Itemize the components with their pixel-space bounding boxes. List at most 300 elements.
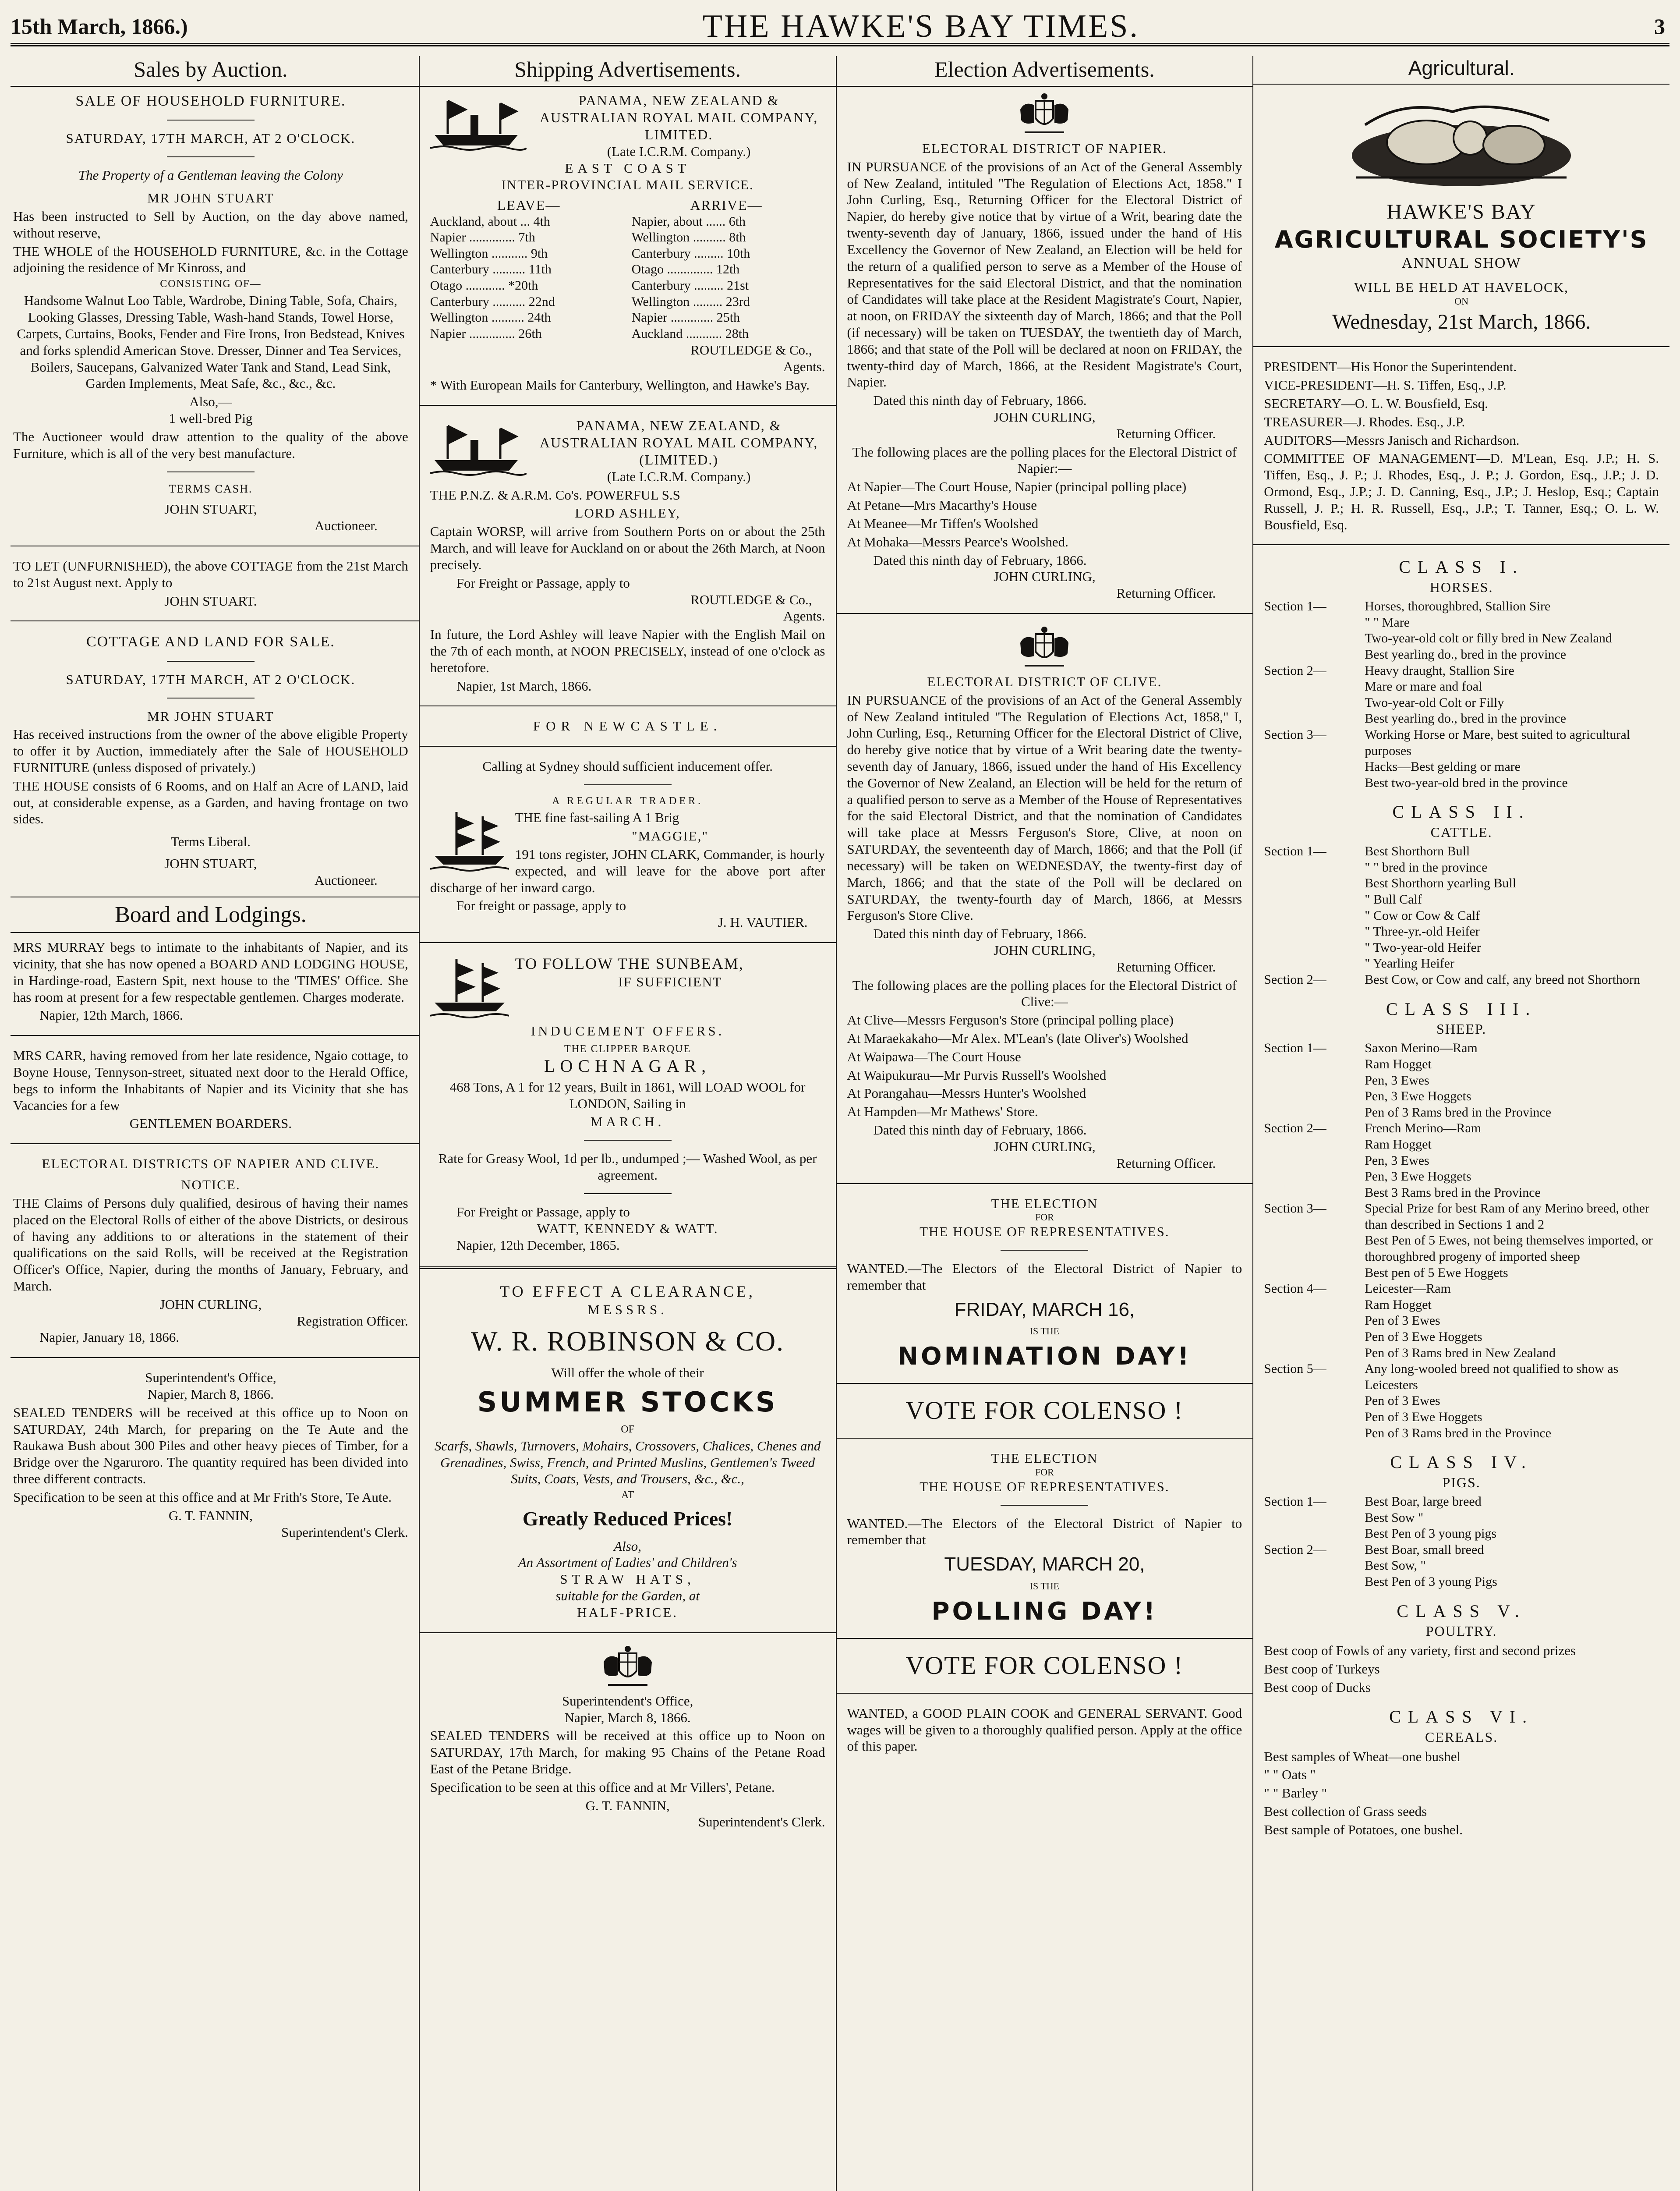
- napier-district-title: ELECTORAL DISTRICT OF NAPIER.: [922, 141, 1167, 156]
- tender-spec: Specification to be seen at this office and at Mr Frith's Store, Te Aute.: [13, 1489, 392, 1505]
- column-sales: [11, 56, 419, 2191]
- panama2-body: Captain WORSP, will arrive from Southern Ports on or about the 25th March, and will leave for Auckland on or about the 26th March, at Noon precisely.: [430, 524, 825, 572]
- tender2-sign: G. T. FANNIN,: [585, 1797, 670, 1813]
- timetable-head: [430, 197, 825, 214]
- section-entry: Best Shorthorn Bull: [1365, 844, 1470, 859]
- notice-date: Napier, January 18, 1866.: [39, 1329, 180, 1345]
- section-entry: Best Sow, ": [1365, 1558, 1426, 1573]
- timetable-row: [430, 278, 825, 294]
- separator: [1253, 346, 1669, 347]
- section-row: [1264, 727, 1659, 759]
- section-entry: Heavy draught, Stallion Sire: [1365, 663, 1514, 678]
- column-election: [836, 56, 1253, 2191]
- section-label: Section 2—: [1264, 1121, 1326, 1136]
- divider: [167, 661, 255, 662]
- section-entry: " " bred in the province: [1365, 860, 1488, 875]
- cottage-sign-role: Auctioneer.: [314, 872, 378, 888]
- panama2-ship: LORD ASHLEY,: [575, 505, 680, 521]
- poll-body: WANTED.—The Electors of the Electoral District of Napier to remember that: [847, 1515, 1242, 1548]
- column-head-agricultural: Agricultural.: [1253, 56, 1669, 85]
- newcastle-head: FOR NEWCASTLE.: [533, 718, 722, 734]
- panama2-title: PANAMA, NEW ZEALAND, & AUSTRALIAN ROYAL MAIL COMPANY, (LIMITED.): [539, 417, 818, 468]
- polling-place: At Mohaka—Messrs Pearce's Woolshed.: [847, 534, 1068, 550]
- officer: PRESIDENT—His Honor the Superintendent.: [1264, 359, 1517, 375]
- robinson-head: TO EFFECT A CLEARANCE,: [500, 1283, 755, 1301]
- napier-dated: Dated this ninth day of February, 1866.: [873, 393, 1087, 408]
- separator: [420, 1632, 836, 1633]
- sunbeam-month: MARCH.: [590, 1114, 665, 1130]
- class-name: CEREALS.: [1425, 1729, 1498, 1745]
- section-entry: " Yearling Heifer: [1365, 956, 1454, 971]
- sunbeam-date: Napier, 12th December, 1865.: [456, 1237, 620, 1253]
- section-entry: Ram Hogget: [1365, 1297, 1432, 1312]
- section-entry: Any long-wooled breed not qualified to show as Leicesters: [1365, 1361, 1619, 1392]
- section-entry: Pen, 3 Ewes: [1365, 1073, 1429, 1088]
- section-label: Section 2—: [1264, 663, 1326, 678]
- panama2-future: In future, the Lord Ashley will leave Napier with the English Mail on the 7th of each month, at NOON PRECISELY, instead of one o'clock as heretofore.: [430, 627, 825, 675]
- robinson-offer: Will offer the whole of their: [551, 1365, 704, 1381]
- section-entry: Best collection of Grass seeds: [1264, 1804, 1427, 1819]
- sailing-ship-icon: [430, 954, 509, 1020]
- sunbeam-inducement: INDUCEMENT OFFERS.: [531, 1023, 725, 1039]
- steamship-icon: [430, 92, 527, 153]
- clive-dated2: Dated this ninth day of February, 1866.: [873, 1122, 1087, 1138]
- clive-polling-places: [847, 1012, 1242, 1120]
- divider: [1001, 1250, 1088, 1251]
- section-row: [1264, 844, 1659, 860]
- separator: [11, 620, 419, 621]
- agri-name2: AGRICULTURAL SOCIETY'S: [1274, 225, 1648, 253]
- cottage-date: SATURDAY, 17TH MARCH, AT 2 O'CLOCK.: [66, 671, 356, 687]
- polling-place: At Waipawa—The Court House: [847, 1049, 1021, 1064]
- separator: [837, 1638, 1253, 1639]
- timetable-leave-cell: Otago ............ *20th: [430, 278, 538, 293]
- vote-colenso-2: VOTE FOR COLENSO !: [905, 1651, 1184, 1680]
- robinson-at: AT: [621, 1489, 634, 1501]
- section-row: [1264, 663, 1659, 679]
- robinson-assort: An Assortment of Ladies' and Children's: [518, 1555, 737, 1571]
- cook-wanted: WANTED, a GOOD PLAIN COOK and GENERAL SERVANT. Good wages will be given to a thoroughly qualified person. Apply at the office of this paper.: [847, 1705, 1242, 1754]
- page-number: 3: [1654, 14, 1665, 39]
- class-name: CATTLE.: [1430, 824, 1493, 840]
- robinson-prices: Greatly Reduced Prices!: [522, 1507, 733, 1530]
- section-entry: Best coop of Ducks: [1264, 1680, 1371, 1695]
- poll-for: FOR: [1035, 1466, 1054, 1478]
- notice-body: THE Claims of Persons duly qualified, desirous of having their names placed on the Electoral Rolls of either of the above Districts, or desirous of having any additions to or alterations in the statement of their qualifications on the said Rolls, will be received at the Registration Officer's Office, Napier, during the months of January, February, and March.: [13, 1195, 408, 1294]
- section-entry: " Three-yr.-old Heifer: [1365, 924, 1480, 939]
- clive-sign2-role: Returning Officer.: [1116, 1155, 1216, 1171]
- polling-place: At Clive—Messrs Ferguson's Store (principal polling place): [847, 1012, 1174, 1028]
- carr-notice: MRS CARR, having removed from her late residence, Ngaio cottage, to Boyne House, Tennyson-street, situated next door to the Herald Office, begs to inform the Inhabitants of Napier and its Vicinity that she has Vacancies for a few: [13, 1048, 408, 1113]
- timetable-arrive-cell: Otago .............. 12th: [631, 262, 740, 277]
- officer: SECRETARY—O. L. W. Bousfield, Esq.: [1264, 395, 1488, 411]
- section-label: Section 1—: [1264, 599, 1326, 614]
- napier-sign2: JOHN CURLING,: [994, 569, 1096, 585]
- section-entry: Leicester—Ram: [1365, 1281, 1451, 1296]
- timetable-row: [430, 294, 825, 310]
- section-label: Section 1—: [1264, 1041, 1326, 1056]
- robinson-suit: suitable for the Garden, at: [555, 1588, 700, 1604]
- clive-dated: Dated this ninth day of February, 1866.: [873, 926, 1087, 942]
- section-label: Section 1—: [1264, 844, 1326, 859]
- newcastle-text: THE fine fast-sailing A 1 Brig: [515, 810, 679, 826]
- napier-district-body: IN PURSUANCE of the provisions of an Act of the General Assembly of New Zealand, intituled "The Regulation of Elections Act, 1858." I John Curling, Esq., Returning Officer for the Electoral District of Napier, do hereby give notice that by virtue of a Writ, bearing date the twenty-seventh day of January, 1866, issued under the hand of His Excellency the Governor of New Zealand, an Election will be held for the return of a qualified person to serve as a Member of the House of Representatives for the said Electoral District, and that the nomination of Candidates will take place at the Resident Magistrate's Court, Napier, at noon, on FRIDAY the sixteenth day of March, 1866; and that the Poll (if necessary) will be taken on TUESDAY, the twentieth day of March, 1866; and that state of the Poll will be declared at noon on FRIDAY, the twenty-third day of March, 1866, at the Resident Magistrate's Court, Napier.: [847, 159, 1242, 390]
- napier-polling: The following places are the polling places for the Electoral District of Napier:—: [852, 444, 1237, 476]
- polling-place: At Porangahau—Messrs Hunter's Woolshed: [847, 1085, 1086, 1101]
- section-entry: Special Prize for best Ram of any Merino breed, other than described in Sections 1 and 2: [1365, 1201, 1650, 1232]
- section-entry: Pen of 3 Rams bred in New Zealand: [1365, 1345, 1556, 1360]
- nom-for: FOR: [1035, 1212, 1054, 1223]
- section-entry: Ram Hogget: [1365, 1137, 1432, 1152]
- furniture-consisting: CONSISTING OF—: [160, 278, 262, 290]
- cottage-title: COTTAGE AND LAND FOR SALE.: [86, 634, 335, 650]
- polling-day: POLLING DAY!: [931, 1597, 1158, 1626]
- robinson-hats: STRAW HATS,: [560, 1571, 695, 1587]
- furniture-sign-role: Auctioneer.: [314, 518, 378, 534]
- furniture-also: Also,—: [189, 394, 232, 410]
- coat-of-arms-icon: [1012, 625, 1077, 669]
- clive-polling: The following places are the polling places for the Electoral District of Clive:—: [852, 977, 1237, 1010]
- agri-name1: HAWKE'S BAY: [1386, 200, 1536, 224]
- timetable-arrive-cell: Wellington .......... 8th: [631, 230, 746, 245]
- clive-sign2: JOHN CURLING,: [994, 1138, 1096, 1154]
- section-entry: Best pen of 5 Ewe Hoggets: [1365, 1265, 1508, 1280]
- officers-list: [1264, 358, 1659, 448]
- agri-show: ANNUAL SHOW: [1401, 255, 1521, 271]
- class-number: CLASS V.: [1397, 1601, 1526, 1621]
- section-entry: Best Sow ": [1365, 1510, 1424, 1525]
- robinson-name: W. R. ROBINSON & CO.: [471, 1326, 785, 1357]
- timetable-leave-cell: Auckland, about ... 4th: [430, 214, 550, 229]
- furniture-body: THE WHOLE of the HOUSEHOLD FURNITURE, &c. in the Cottage adjoining the residence of Mr Kinross, and: [13, 243, 408, 276]
- poll-head1: THE ELECTION: [991, 1450, 1098, 1466]
- panama1-coast: EAST COAST: [565, 160, 690, 176]
- section-label: Section 3—: [1264, 727, 1326, 742]
- section-entry: Best sample of Potatoes, one bushel.: [1264, 1822, 1463, 1837]
- newcastle-apply: For freight or passage, apply to: [456, 898, 626, 914]
- newcastle-desc: 191 tons register, JOHN CLARK, Commander, is hourly expected, and will leave for the above port after discharge of her inward cargo.: [430, 846, 825, 895]
- sunbeam-apply: For Freight or Passage, apply to: [456, 1204, 630, 1220]
- section-row: [1264, 599, 1659, 615]
- newcastle-trader: A REGULAR TRADER.: [552, 795, 704, 807]
- sunbeam-clipper: THE CLIPPER BARQUE: [564, 1043, 691, 1055]
- polling-place: At Hampden—Mr Mathews' Store.: [847, 1104, 1038, 1120]
- timetable-arrive-cell: Napier, about ...... 6th: [631, 214, 746, 229]
- section-entry: Best samples of Wheat—one bushel: [1264, 1748, 1461, 1764]
- officer: VICE-PRESIDENT—H. S. Tiffen, Esq., J.P.: [1264, 377, 1507, 393]
- separator: [837, 1693, 1253, 1694]
- clive-district-body: IN PURSUANCE of the provisions of an Act of the General Assembly of New Zealand intituled "The Regulation of Elections Act, 1858," I, John Curling, Esq., Returning Officer for the Electoral District of Clive, do hereby give notice that by virtue of a Writ bearing date the twenty-seventh day of January, 1866, issued under the hand of His Excellency the Governor of New Zealand, an Election will be held for the return of a qualified person to serve as a Member of the House of Representatives for the said Electoral District, and that the nomination of Candidates will take place at Messrs Ferguson's Store, Clive, at noon on SATURDAY, the seventeenth day of March, 1866; and that the Poll (if necessary) will be taken on WEDNESDAY, the twenty-first day of March, 1866; and that the state of the Poll will be declared on SATURDAY, the twenty-fourth day of March, 1866, at Messrs Ferguson's Store Clive.: [847, 692, 1242, 923]
- clive-sign-role: Returning Officer.: [1116, 959, 1216, 975]
- furniture-sale-date: SATURDAY, 17TH MARCH, AT 2 O'CLOCK.: [66, 131, 356, 146]
- section-entry: Pen, 3 Ewe Hoggets: [1365, 1089, 1471, 1104]
- furniture-sale-title: SALE OF HOUSEHOLD FURNITURE.: [75, 93, 346, 109]
- newcastle-ship-name: "MAGGIE,": [632, 828, 709, 844]
- separator: [837, 1438, 1253, 1439]
- newcastle-sign: J. H. VAUTIER.: [718, 915, 808, 930]
- robinson-items: Scarfs, Shawls, Turnovers, Mohairs, Crossovers, Chalices, Chenes and Grenadines, Swiss, French, and Printed Muslins, Gentlemen's Tweed Suits, Coats, Vests, and Trousers, &c., &c.,: [434, 1438, 821, 1487]
- robinson-of: OF: [621, 1423, 634, 1435]
- tender2-sign-role: Superintendent's Clerk.: [698, 1814, 825, 1830]
- section-entry: Pen of 3 Rams bred in the Province: [1365, 1425, 1552, 1440]
- section-entry: Best Pen of 3 young Pigs: [1365, 1574, 1497, 1589]
- murray-date: Napier, 12th March, 1866.: [39, 1007, 183, 1023]
- agri-on: ON: [1454, 295, 1469, 307]
- section-entry: Pen, 3 Ewe Hoggets: [1365, 1169, 1471, 1184]
- separator: [420, 942, 836, 943]
- nom-head1: THE ELECTION: [991, 1195, 1098, 1211]
- section-entry: Pen of 3 Ewe Hoggets: [1365, 1410, 1482, 1424]
- separator: [11, 1357, 419, 1358]
- nom-body: WANTED.—The Electors of the Electoral District of Napier to remember that: [847, 1260, 1242, 1293]
- panama2-late: (Late I.C.R.M. Company.): [607, 468, 751, 484]
- notice-sign-role: Registration Officer.: [297, 1313, 408, 1329]
- section-row: [1264, 1281, 1659, 1297]
- masthead: [11, 10, 1669, 46]
- section-entry: " Cow or Cow & Calf: [1365, 908, 1480, 923]
- agri-held: WILL BE HELD AT HAVELOCK,: [1354, 280, 1569, 295]
- panama2-agents: Agents.: [783, 608, 825, 624]
- napier-dated2: Dated this ninth day of February, 1866.: [873, 552, 1087, 568]
- nom-head2: THE HOUSE OF REPRESENTATIVES.: [920, 1224, 1170, 1240]
- cottage-sign: JOHN STUART,: [164, 856, 257, 872]
- class-name: SHEEP.: [1436, 1021, 1487, 1037]
- polling-place: At Maraekakaho—Mr Alex. M'Lean's (late Oliver's) Woolshed: [847, 1031, 1188, 1046]
- column-head-shipping: Shipping Advertisements.: [420, 56, 836, 87]
- tolet-text: TO LET (UNFURNISHED), the above COTTAGE from the 21st March to 21st August next. Apply to: [13, 558, 408, 590]
- section-entry: Best coop of Turkeys: [1264, 1661, 1380, 1677]
- section-entry: Best 3 Rams bred in the Province: [1365, 1185, 1541, 1200]
- nomination-day: NOMINATION DAY!: [898, 1342, 1192, 1371]
- steamship-icon: [430, 417, 527, 479]
- timetable-row: [430, 326, 825, 342]
- tender-sign: G. T. FANNIN,: [168, 1507, 253, 1523]
- clive-sign: JOHN CURLING,: [994, 942, 1096, 958]
- section-label: Section 1—: [1264, 1494, 1326, 1509]
- class-number: CLASS I.: [1399, 557, 1524, 577]
- furniture-intro: Has been instructed to Sell by Auction, on the day above named, without reserve,: [13, 208, 408, 241]
- separator: [420, 405, 836, 406]
- timetable-leave-cell: Wellington .......... 24th: [430, 310, 551, 325]
- timetable-arrive-cell: Napier ............. 25th: [631, 310, 740, 325]
- double-separator: [420, 1266, 836, 1269]
- panama1-agent: ROUTLEDGE & Co.,: [690, 342, 812, 358]
- polling-place: At Waipukurau—Mr Purvis Russell's Woolshed: [847, 1067, 1107, 1083]
- timetable-row: [430, 262, 825, 278]
- section-entry: Pen of 3 Rams bred in the Province: [1365, 1105, 1552, 1120]
- panama2-date: Napier, 1st March, 1866.: [456, 678, 592, 694]
- section-entry: Pen of 3 Ewes: [1365, 1313, 1440, 1328]
- section-entry: Pen of 3 Ewes: [1365, 1393, 1440, 1408]
- section-row: [1264, 1361, 1659, 1393]
- furniture-note: The Auctioneer would draw attention to the quality of the above Furniture, which is all of the very best manufacture.: [13, 429, 408, 461]
- notice-head: NOTICE.: [181, 1177, 241, 1193]
- section-entry: Best coop of Fowls of any variety, first and second prizes: [1264, 1643, 1576, 1659]
- robinson-half: HALF-PRICE.: [577, 1604, 679, 1620]
- timetable-arrive-cell: Canterbury ......... 21st: [631, 278, 749, 293]
- separator: [837, 1183, 1253, 1184]
- divider: [167, 120, 255, 121]
- section-label: Section 3—: [1264, 1201, 1326, 1216]
- furniture-sign: JOHN STUART,: [164, 501, 257, 517]
- section-entry: Mare or mare and foal: [1365, 679, 1482, 694]
- sailing-ship-icon: [430, 808, 509, 873]
- notice-sign: JOHN CURLING,: [159, 1296, 262, 1312]
- tolet-sign: JOHN STUART.: [164, 593, 257, 609]
- robinson-messrs: MESSRS.: [587, 1302, 668, 1318]
- panama1-service: INTER-PROVINCIAL MAIL SERVICE.: [501, 177, 754, 192]
- napier-sign2-role: Returning Officer.: [1116, 585, 1216, 601]
- section-entry: Horses, thoroughbred, Stallion Sire: [1365, 599, 1551, 614]
- separator: [11, 1035, 419, 1036]
- panama1-title: PANAMA, NEW ZEALAND & AUSTRALIAN ROYAL MAIL COMPANY, LIMITED.: [539, 92, 818, 143]
- robinson-stocks: SUMMER STOCKS: [477, 1386, 778, 1418]
- section-label: Section 2—: [1264, 1542, 1326, 1557]
- timetable-leave: LEAVE—: [497, 197, 561, 213]
- divider: [584, 1140, 672, 1141]
- divider: [1001, 1505, 1088, 1506]
- section-entry: Best yearling do., bred in the province: [1365, 711, 1567, 726]
- section-row: [1264, 1494, 1659, 1510]
- poll-is: IS THE: [1029, 1580, 1060, 1592]
- section-entry: " Two-year-old Heifer: [1365, 940, 1481, 955]
- section-entry: Two-year-old colt or filly bred in New Zealand: [1365, 631, 1612, 646]
- section-entry: Best Shorthorn yearling Bull: [1365, 876, 1517, 891]
- napier-sign-role: Returning Officer.: [1116, 425, 1216, 441]
- divider: [167, 156, 255, 157]
- section-entry: Best Pen of 3 young pigs: [1365, 1526, 1497, 1541]
- agri-date: Wednesday, 21st March, 1866.: [1332, 310, 1591, 333]
- coat-of-arms-icon: [595, 1645, 661, 1688]
- panama2-apply: For Freight or Passage, apply to: [456, 575, 630, 591]
- notice-title: ELECTORAL DISTRICTS OF NAPIER AND CLIVE.: [42, 1156, 380, 1172]
- class-name: HORSES.: [1429, 579, 1493, 596]
- panama1-note: * With European Mails for Canterbury, Wellington, and Hawke's Bay.: [430, 377, 810, 393]
- cottage-body2: THE HOUSE consists of 6 Rooms, and on Half an Acre of LAND, laid out, at considerable expense, as a Garden, and having frontage on two sides.: [13, 778, 408, 827]
- separator: [837, 613, 1253, 614]
- section-row: [1264, 1120, 1659, 1137]
- furniture-sale-subtitle: The Property of a Gentleman leaving the Colony: [78, 167, 343, 183]
- timetable-row: [430, 246, 825, 262]
- section-entry: Saxon Merino—Ram: [1365, 1041, 1478, 1056]
- section-entry: Hacks—Best gelding or mare: [1365, 759, 1521, 774]
- tender2-office: Superintendent's Office,: [562, 1693, 693, 1709]
- robinson-also: Also,: [614, 1538, 642, 1554]
- polling-place: At Napier—The Court House, Napier (principal polling place): [847, 479, 1187, 495]
- officer: TREASURER—J. Rhodes. Esq., J.P.: [1264, 414, 1465, 429]
- officer: AUDITORS—Messrs Janisch and Richardson.: [1264, 432, 1520, 448]
- timetable: [430, 214, 825, 342]
- board-head: Board and Lodgings.: [11, 897, 419, 933]
- section-label: Section 2—: [1264, 972, 1326, 987]
- furniture-items: Handsome Walnut Loo Table, Wardrobe, Dining Table, Sofa, Chairs, Looking Glasses, Dressing Table, Wash-hand Stands, Towel Horse, Carpets, Curtains, Books, Fender and Fire Irons, Iron Bedstead, Knives and forks splendid American Stove. Dresser, Dinner and Tea Services, Boilers, Saucepans, Galvanized Water Tank and Stand, Lead Sink, Garden Implements, Meat Safe, &c., &c., &c.: [17, 293, 405, 391]
- panama2-line: THE P.N.Z. & A.R.M. Co's. POWERFUL S.S: [430, 487, 680, 503]
- sunbeam-sign: WATT, KENNEDY & WATT.: [537, 1220, 718, 1236]
- section-entry: Best Pen of 5 Ewes, not being themselves imported, or thoroughbred progeny of imported sheep: [1365, 1233, 1653, 1264]
- section-entry: " " Mare: [1365, 615, 1410, 630]
- panama1-agents: Agents.: [783, 359, 825, 375]
- class-name: POULTRY.: [1425, 1623, 1497, 1639]
- section-entry: Best two-year-old bred in the province: [1365, 775, 1568, 790]
- livestock-illustration-icon: [1339, 90, 1584, 195]
- vote-colenso: VOTE FOR COLENSO !: [905, 1396, 1184, 1425]
- cottage-body: Has received instructions from the owner of the above eligible Property to offer it by Auction, immediately after the Sale of HOUSEHOLD FURNITURE (unless disposed of privately.): [13, 727, 408, 776]
- polling-place: At Petane—Mrs Macarthy's House: [847, 497, 1037, 513]
- section-entry: Best Cow, or Cow and calf, any breed not Shorthorn: [1365, 972, 1641, 987]
- column-head-sales: Sales by Auction.: [11, 56, 419, 87]
- section-label: Section 4—: [1264, 1281, 1326, 1296]
- class-number: CLASS II.: [1392, 802, 1531, 822]
- tender2-body: SEALED TENDERS will be received at this office up to Noon on SATURDAY, 17th March, for making 95 Chains of the Petane Road East of the Petane Bridge.: [430, 1728, 825, 1776]
- nom-is: IS THE: [1029, 1326, 1060, 1337]
- separator: [1253, 544, 1669, 545]
- section-row: [1264, 1201, 1659, 1233]
- timetable-leave-cell: Wellington ........... 9th: [430, 246, 548, 261]
- section-entry: Pen, 3 Ewes: [1365, 1153, 1429, 1168]
- timetable-leave-cell: Canterbury .......... 22nd: [430, 294, 555, 309]
- poll-head2: THE HOUSE OF REPRESENTATIVES.: [920, 1478, 1170, 1494]
- tender-date: Napier, March 8, 1866.: [147, 1386, 274, 1402]
- tender-body: SEALED TENDERS will be received at this office up to Noon on SATURDAY, 24th March, for preparing on the Te Aute and the Raukawa Bush about 300 Piles and other heavy pieces of Timber, for a Bridge over the Ngaruroro. The quantity required has been divided into three different contracts.: [13, 1404, 408, 1487]
- section-entry: Best Boar, large breed: [1365, 1494, 1482, 1509]
- furniture-auctioneer: MR JOHN STUART: [147, 190, 274, 206]
- section-entry: Best Boar, small breed: [1365, 1542, 1484, 1557]
- section-entry: French Merino—Ram: [1365, 1121, 1482, 1136]
- class-number: CLASS III.: [1386, 999, 1537, 1019]
- timetable-arrive-cell: Wellington ......... 23rd: [631, 294, 750, 309]
- section-row: [1264, 972, 1659, 988]
- section-label: Section 5—: [1264, 1361, 1326, 1376]
- napier-sign: JOHN CURLING,: [994, 409, 1096, 425]
- sunbeam-if: IF SUFFICIENT: [618, 974, 722, 989]
- coat-of-arms-icon: [1012, 92, 1077, 136]
- timetable-row: [430, 230, 825, 246]
- clive-district-title: ELECTORAL DISTRICT OF CLIVE.: [927, 674, 1162, 689]
- separator: [420, 746, 836, 747]
- timetable-leave-cell: Napier .............. 26th: [430, 326, 542, 341]
- timetable-arrive: ARRIVE—: [690, 197, 763, 213]
- section-row: [1264, 1542, 1659, 1558]
- panama1-late: (Late I.C.R.M. Company.): [607, 144, 751, 160]
- timetable-row: [430, 214, 825, 230]
- tender2-spec: Specification to be seen at this office and at Mr Villers', Petane.: [430, 1779, 775, 1795]
- sunbeam-desc: 468 Tons, A 1 for 12 years, Built in 1861, Will LOAD WOOL for LONDON, Sailing in: [449, 1079, 806, 1111]
- murray-notice: MRS MURRAY begs to intimate to the inhabitants of Napier, and its vicinity, that she has now opened a BOARD AND LODGING HOUSE, in Hardinge-road, Eastern Spit, next house to the 'TIMES' Office. She has room at present for a few respectable gentlemen. Charges moderate.: [13, 940, 408, 1005]
- poll-date: TUESDAY, MARCH 20,: [944, 1553, 1145, 1575]
- masthead-title: THE HAWKE'S BAY TIMES.: [702, 8, 1139, 44]
- column-head-election: Election Advertisements.: [837, 56, 1253, 87]
- section-entry: Best yearling do., bred in the province: [1365, 647, 1567, 662]
- sunbeam-ship-name: LOCHNAGAR,: [544, 1056, 711, 1076]
- tender-sign-role: Superintendent's Clerk.: [281, 1524, 408, 1540]
- section-entry: Ram Hogget: [1365, 1057, 1432, 1071]
- column-shipping: [419, 56, 836, 2191]
- tender-office: Superintendent's Office,: [145, 1370, 276, 1386]
- furniture-pig: 1 well-bred Pig: [169, 411, 253, 426]
- timetable-leave-cell: Canterbury .......... 11th: [430, 262, 552, 277]
- panama2-agent: ROUTLEDGE & Co.,: [690, 592, 812, 607]
- furniture-terms: TERMS CASH.: [169, 482, 253, 495]
- class-number: CLASS VI.: [1389, 1706, 1534, 1727]
- tender2-date: Napier, March 8, 1866.: [564, 1709, 691, 1725]
- separator: [11, 1143, 419, 1144]
- class-name: PIGS.: [1442, 1474, 1481, 1490]
- section-entry: Pen of 3 Ewe Hoggets: [1365, 1329, 1482, 1344]
- napier-polling-places: [847, 479, 1242, 550]
- prize-classes: [1264, 557, 1659, 1838]
- cottage-terms: Terms Liberal.: [170, 834, 251, 850]
- section-entry: Two-year-old Colt or Filly: [1365, 695, 1504, 710]
